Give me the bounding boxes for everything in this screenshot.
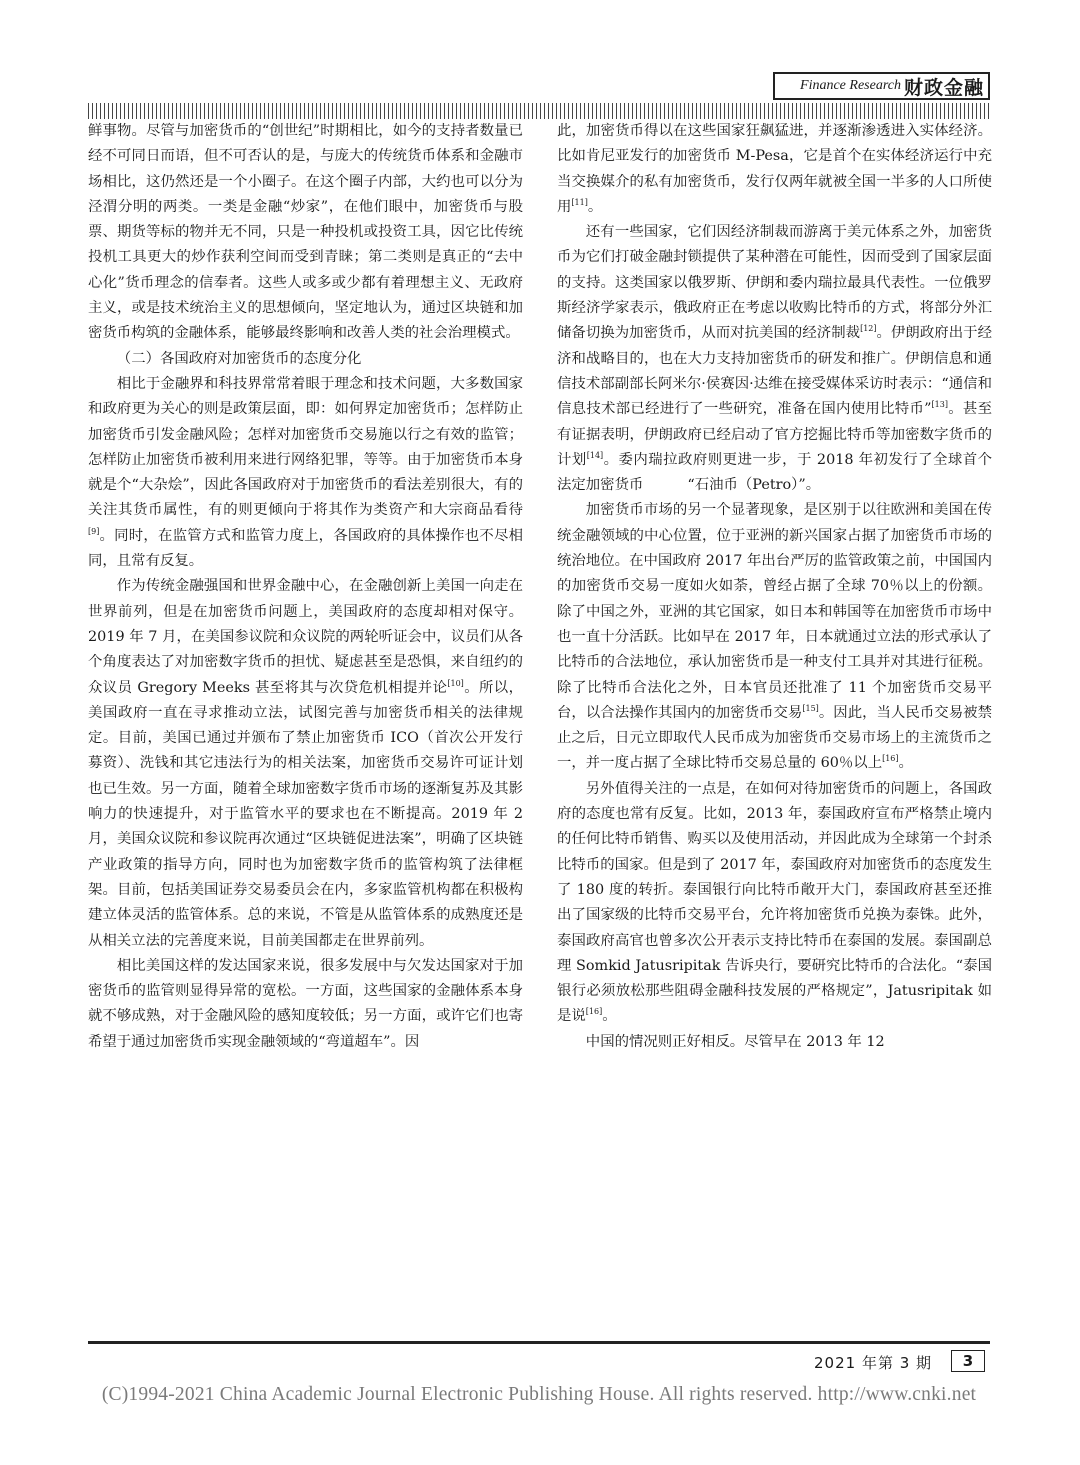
header-hatch-rule bbox=[88, 103, 990, 119]
citation: [16] bbox=[585, 1007, 603, 1017]
paragraph: 中国的情况则正好相反。尽管早在 2013 年 12 bbox=[585, 1033, 885, 1050]
paragraph: 相比美国这样的发达国家来说，很多发展中与欠发达国家对于加密货币的监管则显得异常的宽松。一方面，这些国家的金融体系本身就不够成熟，对于金融风险的感知度较低；另一方面，或许它们也寄希望于通过加密货币实现金融领域的“弯道超车”。因 bbox=[88, 957, 523, 1050]
paragraph: 加密货币市场的另一个显著现象，是区别于以往欧洲和美国在传统金融领域的中心位置，位于亚洲的新兴国家占据了加密货币市场的统治地位。在中国政府 2017 年出台严厉的监管政策之前，中国国内的加密货币交易一度如火如荼，曾经占据了全球 70％以上的份额。除了中国之外，亚洲的其它国家，如日本和韩国等在加密货币市场中也一直十分活跃。比如早在 2017 年，日本就通过立法的形式承认了比特币的合法地位，承认加密货币是一种支付工具并对其进行征税。除了比特币合法化之外，日本官员还批准了 11 个加密货币交易平台，以合法操作其国内的加密货币交易[15]。因此，当人民币交易被禁止之后，日元立即取代人民币成为加密货币交易市场上的主流货币之一，并一度占据了全球比特币交易总量的 60％以上[16]。 bbox=[557, 502, 992, 772]
left-column bbox=[88, 119, 523, 1055]
citation: [16] bbox=[882, 754, 899, 764]
copyright-watermark: (C)1994-2021 China Academic Journal Electronic Publishing House. All rights reserved. http://www.cnki.net bbox=[101, 1384, 977, 1405]
citation: [14] bbox=[586, 450, 604, 460]
paragraph: 鲜事物。尽管与加密货币的“创世纪”时期相比，如今的支持者数量已经不可同日而语，但不可否认的是，与庞大的传统货币体系和金融市场相比，这仍然还是一个小圈子。在这个圈子内部，大约也可以分为泾渭分明的两类。一类是金融“炒家”，在他们眼中，加密货币与股票、期货等标的物并无不同，只是一种投机或投资工具，因它比传统投机工具更大的炒作获利空间而受到青睐；第二类则是真正的“去中心化”货币理念的信奉者。这些人或多或少都有着理想主义、无政府主义，或是技术统治主义的思想倾向，坚定地认为，通过区块链和加密货币构筑的金融体系，能够最终影响和改善人类的社会治理模式。 bbox=[88, 123, 523, 342]
citation: [12] bbox=[860, 324, 877, 334]
citation: [13] bbox=[931, 400, 948, 410]
journal-name-chinese: 财政金融 bbox=[903, 76, 984, 99]
citation: [10] bbox=[447, 678, 464, 688]
issue-label: 2021 年第 3 期 bbox=[814, 1354, 933, 1372]
journal-header bbox=[773, 72, 990, 100]
paragraph: 此，加密货币得以在这些国家狂飙猛进，并逐渐渗透进入实体经济。比如肯尼亚发行的加密货币 M-Pesa，它是首个在实体经济运行中充当交换媒介的私有加密货币，发行仅两年就被全国一半多的人口所使用[11]。 bbox=[557, 123, 992, 215]
journal-name-english: Finance Research bbox=[800, 78, 901, 93]
section-heading: （二）各国政府对加密货币的态度分化 bbox=[116, 350, 362, 367]
right-column bbox=[557, 119, 992, 1055]
paragraph: 作为传统金融强国和世界金融中心，在金融创新上美国一向走在世界前列，但是在加密货币问题上，美国政府的态度却相对保守。2019 年 7 月，在美国参议院和众议院的两轮听证会中，议员们从各个角度表达了对加密数字货币的担忧、疑虑甚至是恐惧，来自纽约的众议员 Gregory Meeks 甚至将其与次贷危机相提并论[10]。所以，美国政府一直在寻求推动立法，试图完善与加密货币相关的法律规定。目前，美国已通过并颁布了禁止加密货币 ICO（首次公开发行募资）、洗钱和其它违法行为的相关法案，加密货币交易许可证计划也已生效。另一方面，随着全球加密数字货币市场的逐渐复苏及其影响力的快速提升，对于监管水平的要求也在不断提高。2019 年 2 月，美国众议院和参议院再次通过“区块链促进法案”，明确了区块链产业政策的指导方向，同时也为加密数字货币的监管构筑了法律框架。目前，包括美国证券交易委员会在内，多家监管机构都在积极构建立体灵活的监管体系。总的来说，不管是从监管体系的成熟度还是从相关立法的完善度来说，目前美国都走在世界前列。 bbox=[88, 578, 523, 949]
paragraph: 另外值得关注的一点是，在如何对待加密货币的问题上，各国政府的态度也常有反复。比如，2013 年，泰国政府宣布严格禁止境内的任何比特币销售、购买以及使用活动，并因此成为全球第一个封杀比特币的国家。但是到了 2017 年，泰国政府对加密货币的态度发生了 180 度的转折。泰国银行向比特币敞开大门，泰国政府甚至还推出了国家级的比特币交易平台，允许将加密货币兑换为泰铢。此外，泰国政府高官也曾多次公开表示支持比特币在泰国的发展。泰国副总理 Somkid Jatusripitak 告诉央行，要研究比特币的合法化。“泰国银行必须放松那些阻碍金融科技发展的严格规定”，Jatusripitak 如是说[16]。 bbox=[557, 780, 992, 1025]
footer-rule bbox=[88, 1341, 990, 1344]
paragraph: 相比于金融界和科技界常常着眼于理念和技术问题，大多数国家和政府更为关心的则是政策层面，即：如何界定加密货币；怎样防止加密货币引发金融风险；怎样对加密货币交易施以行之有效的监管；怎样防止加密货币被利用来进行网络犯罪，等等。由于加密货币本身就是个“大杂烩”，因此各国政府对于加密货币的看法差别很大，有的关注其货币属性，有的则更倾向于将其作为类资产和大宗商品看待[9]。同时，在监管方式和监管力度上，各国政府的具体操作也不尽相同，且常有反复。 bbox=[88, 375, 523, 570]
page-number: 3 bbox=[951, 1350, 985, 1372]
citation: [11] bbox=[571, 197, 588, 207]
citation: [9] bbox=[88, 526, 100, 536]
citation: [15] bbox=[802, 703, 819, 713]
paragraph: 还有一些国家，它们因经济制裁而游离于美元体系之外，加密货币为它们打破金融封锁提供了某种潜在可能性，因而受到了国家层面的支持。这类国家以俄罗斯、伊朗和委内瑞拉最具代表性。一位俄罗斯经济学家表示，俄政府正在考虑以收购比特币的方式，将部分外汇储备切换为加密货币，从而对抗美国的经济制裁[12]。伊朗政府出于经济和战略目的，也在大力支持加密货币的研发和推广。伊朗信息和通信技术部副部长阿米尔·侯赛因·达维在接受媒体采访时表示：“通信和信息技术部已经进行了一些研究，准备在国内使用比特币”[13]。甚至有证据表明，伊朗政府已经启动了官方挖掘比特币等加密数字货币的计划[14]。委内瑞拉政府则更进一步，于 2018 年初发行了全球首个法定加密货币 “石油币（Petro）”。 bbox=[557, 224, 992, 494]
